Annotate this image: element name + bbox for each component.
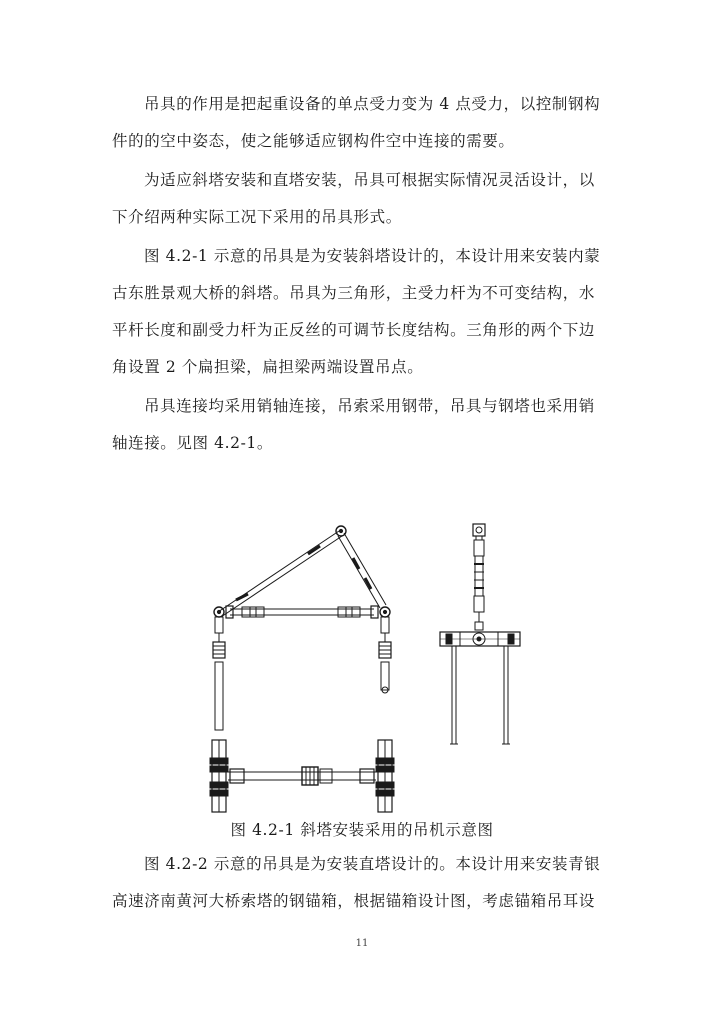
paragraph-line: 古东胜景观大桥的斜塔。吊具为三角形，主受力杆为不可变结构，水 (112, 284, 596, 302)
paragraph-line: 图 4.2-1 示意的吊具是为安装斜塔设计的，本设计用来安装内蒙 (144, 247, 601, 265)
spreader-drawing (190, 514, 530, 814)
spreader-drawing-svg (190, 514, 530, 814)
paragraph-line: 下介绍两种实际工况下采用的吊具形式。 (112, 208, 402, 226)
paragraph-line: 轴连接。见图 4.2-1。 (112, 434, 273, 452)
paragraph-line: 高速济南黄河大桥索塔的钢锚箱，根据锚箱设计图，考虑锚箱吊耳设 (112, 892, 596, 910)
paragraph-line: 吊具连接均采用销轴连接，吊索采用钢带，吊具与钢塔也采用销 (144, 397, 595, 415)
paragraph-line: 角设置 2 个扁担梁，扁担梁两端设置吊点。 (112, 358, 424, 376)
paragraph-1 (112, 86, 616, 160)
figure-caption: 图 4.2-1 斜塔安装采用的吊机示意图 (230, 821, 494, 839)
paragraph-line: 平杆长度和副受力杆为正反丝的可调节长度结构。三角形的两个下边 (112, 321, 596, 339)
paragraph-5 (112, 846, 616, 920)
paragraph-line: 件的的空中姿态，使之能够适应钢构件空中连接的需要。 (112, 132, 515, 150)
page-number: 11 (355, 938, 369, 949)
paragraph-4 (112, 388, 616, 462)
paragraph-line: 为适应斜塔安装和直塔安装，吊具可根据实际情况灵活设计，以 (144, 171, 595, 189)
spreader-beam-view (210, 740, 394, 812)
paragraph-3 (112, 238, 616, 386)
side-elevation-view (440, 524, 520, 744)
paragraph-line: 图 4.2-2 示意的吊具是为安装直塔设计的。本设计用来安装青银 (144, 855, 601, 873)
triangle-spreader-view (213, 526, 391, 730)
paragraph-2 (112, 162, 616, 236)
paragraph-line: 吊具的作用是把起重设备的单点受力变为 4 点受力，以控制钢构 (144, 95, 601, 113)
